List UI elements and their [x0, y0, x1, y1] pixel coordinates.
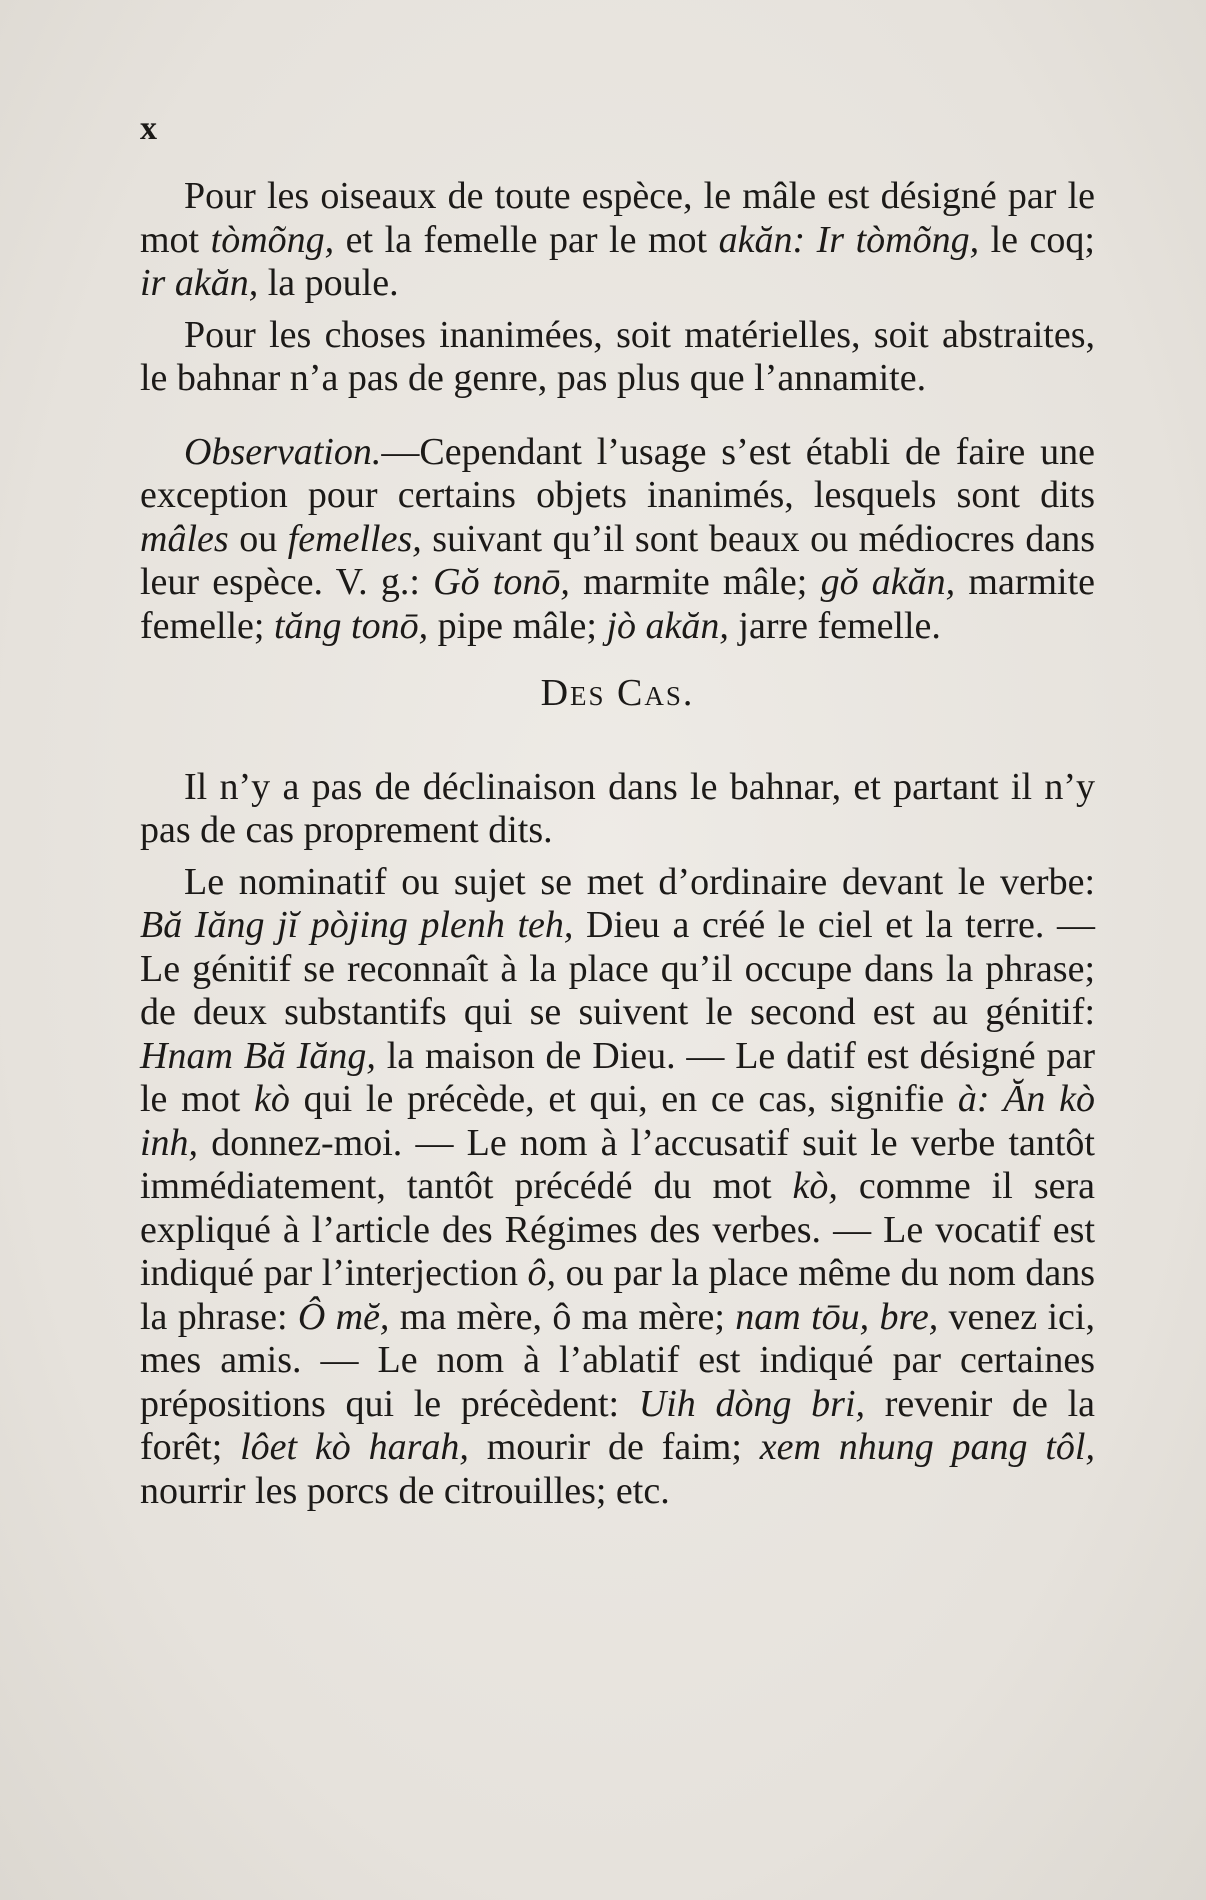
- text-run: venez ici, mes amis. — Le nom à l’ablatif est indiqué par certaines prépositions qui le précèdent:: [140, 1295, 1095, 1425]
- text-run: —Cependant l’usage s’est établi de faire une exception pour certains objets inanimés, lesquels sont dits: [140, 430, 1095, 516]
- paragraph-inanimate-things: [140, 314, 1095, 401]
- text-run: marmite femelle;: [140, 561, 1096, 647]
- italic-term: femelles,: [287, 517, 422, 560]
- text-run: pipe mâle;: [428, 604, 607, 647]
- paragraph-birds-gender: [140, 175, 1095, 306]
- text-run: Le nominatif ou sujet se met d’ordinaire devant le verbe:: [184, 860, 1095, 903]
- text-run: le coq;: [979, 218, 1095, 261]
- text-run: et la femelle par le mot: [334, 218, 719, 261]
- text-run: Pour les oiseaux de toute espèce, le mâle est désigné par le mot: [140, 175, 1095, 261]
- italic-term: kò: [254, 1078, 290, 1120]
- italic-term: ô,: [527, 1252, 557, 1294]
- text-run: Dieu a créé le ciel et la terre. — Le génitif se reconnaît à la place qu’il occupe dans la phrase; de deux substantifs qui se suivent le second est au génitif:: [140, 904, 1096, 1033]
- italic-term: kò,: [792, 1165, 838, 1207]
- text-run: ma mère, ô ma mère;: [389, 1295, 736, 1338]
- italic-term: mâles: [140, 517, 229, 560]
- text-run: Pour les choses inanimées, soit matérielles, soit abstraites, le bahnar n’a pas de genre, pas plus que l’annamite.: [140, 313, 1095, 399]
- text-run: nourrir les porcs de citrouilles; etc.: [140, 1469, 670, 1512]
- text-run: jarre femelle.: [728, 604, 941, 647]
- page-number: x: [140, 110, 158, 147]
- paragraph-cases: [140, 861, 1095, 1514]
- body-text: [140, 175, 1095, 1521]
- italic-term: à: Ăn kò inh,: [140, 1078, 1095, 1164]
- text-run: Il n’y a pas de déclinaison dans le bahnar, et partant il n’y pas de cas proprement dits.: [140, 765, 1095, 851]
- text-run: ou par la place même du nom dans la phrase:: [140, 1252, 1095, 1338]
- italic-term: xem nhung pang tôl,: [759, 1426, 1095, 1468]
- italic-term: gŏ akăn,: [820, 561, 956, 603]
- italic-term: Observation.: [184, 430, 382, 473]
- text-run: marmite mâle;: [569, 561, 821, 603]
- text-run: comme il sera expliqué à l’article des Régimes des verbes. — Le vocatif est indiqué par l’interjection: [140, 1165, 1095, 1294]
- text-run: donnez-moi. — Le nom à l’accusatif suit le verbe tantôt immédiatement, tantôt précédé du mot: [140, 1121, 1095, 1207]
- section-heading: Des Cas.: [540, 672, 695, 714]
- text-run: la poule.: [258, 262, 399, 304]
- italic-term: nam tōu, bre,: [735, 1295, 939, 1338]
- italic-term: Bă Iăng jĭ pòjing plenh teh,: [140, 904, 574, 946]
- paragraph-observation: [140, 431, 1095, 649]
- text-run: suivant qu’il sont beaux ou médiocres dans leur espèce. V. g.:: [140, 517, 1095, 603]
- text-run: ou: [228, 517, 288, 560]
- italic-term: Hnam Bă Iăng,: [140, 1034, 376, 1077]
- text-run: la maison de Dieu. — Le datif est désigné par le mot: [140, 1034, 1095, 1120]
- italic-term: akăn: Ir tòmõng,: [718, 218, 980, 261]
- italic-term: Uih dòng bri,: [638, 1382, 866, 1425]
- italic-term: Ô mĕ,: [297, 1295, 390, 1338]
- italic-term: jò akăn,: [606, 604, 729, 647]
- text-run: qui le précède, et qui, en ce cas, signifie: [289, 1078, 958, 1120]
- text-run: revenir de la forêt;: [140, 1382, 1095, 1468]
- italic-term: tòmõng,: [210, 218, 335, 261]
- paragraph-no-declension: [140, 766, 1095, 853]
- italic-term: Gŏ tonō,: [433, 561, 570, 603]
- italic-term: ir akăn,: [140, 262, 259, 304]
- italic-term: lôet kò harah,: [240, 1426, 469, 1468]
- text-run: mourir de faim;: [468, 1426, 760, 1468]
- italic-term: tăng tonō,: [273, 604, 429, 647]
